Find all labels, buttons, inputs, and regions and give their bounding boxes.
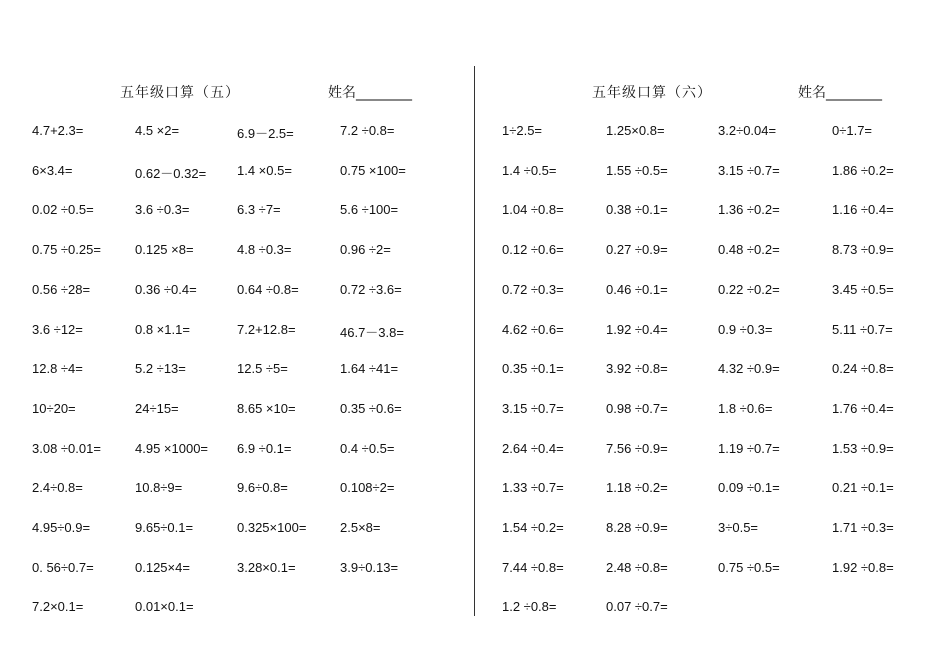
- problem-row: [475, 242, 950, 262]
- problem-item: 0.9 ÷0.3=: [718, 321, 773, 337]
- problem-item: 4.7+2.3=: [32, 123, 84, 138]
- problem-item: 0÷1.7=: [832, 123, 873, 138]
- problem-item: 0.22 ÷0.2=: [718, 281, 780, 297]
- problem-item: 3.6 ÷12=: [32, 321, 83, 337]
- problem-item: 24÷15=: [135, 400, 179, 416]
- problem-item: 1.2 ÷0.8=: [502, 599, 557, 615]
- problem-item: 1.55 ÷0.5=: [606, 162, 668, 178]
- problem-item: 0.09 ÷0.1=: [718, 480, 780, 496]
- problem-item: 1.25×0.8=: [606, 123, 665, 138]
- problem-item: 4.95÷0.9=: [32, 520, 91, 535]
- problem-item: 2.4÷0.8=: [32, 480, 83, 496]
- problem-row: [0, 282, 475, 302]
- problem-item: 9.6÷0.8=: [237, 480, 288, 496]
- problem-item: 3.6 ÷0.3=: [135, 202, 190, 218]
- problem-item: 8.28 ÷0.9=: [606, 520, 668, 535]
- problem-row: [475, 123, 950, 143]
- problem-item: 1.36 ÷0.2=: [718, 202, 780, 218]
- problem-row: [0, 560, 475, 580]
- problem-item: 0.38 ÷0.1=: [606, 202, 668, 218]
- problem-item: 5.11 ÷0.7=: [832, 321, 893, 337]
- problem-item: 6.9 ÷0.1=: [237, 440, 292, 456]
- problem-item: 0.07 ÷0.7=: [606, 599, 668, 615]
- problem-item: 1.71 ÷0.3=: [832, 520, 894, 535]
- problem-item: 0.75 ÷0.5=: [718, 559, 780, 575]
- problem-item: 0.64 ÷0.8=: [237, 281, 299, 297]
- problem-item: 0.75 ÷0.25=: [32, 242, 101, 258]
- problem-item: 0.36 ÷0.4=: [135, 281, 197, 297]
- problem-item: 5.6 ÷100=: [340, 202, 399, 218]
- problem-row: [475, 322, 950, 342]
- problem-item: 0.46 ÷0.1=: [606, 281, 668, 297]
- problem-item: 1.4 ÷0.5=: [502, 162, 557, 178]
- problem-item: 3.08 ÷0.01=: [32, 440, 101, 456]
- problem-row: [0, 163, 475, 183]
- problem-item: 0.325×100=: [237, 520, 307, 535]
- problem-row: [0, 123, 475, 143]
- problem-item: 1.54 ÷0.2=: [502, 520, 564, 535]
- problem-row: [475, 202, 950, 222]
- problem-item: 0.56 ÷28=: [32, 281, 91, 297]
- problem-item: 2.64 ÷0.4=: [502, 440, 564, 456]
- problem-item: 1.4 ×0.5=: [237, 162, 292, 178]
- problem-item: 4.32 ÷0.9=: [718, 361, 780, 377]
- problem-item: 3.9÷0.13=: [340, 559, 399, 575]
- problem-row: [475, 163, 950, 183]
- right-title: 五年级口算（六）: [592, 85, 712, 101]
- problem-item: 4.62 ÷0.6=: [502, 321, 564, 337]
- problem-item: 0.72 ÷0.3=: [502, 281, 564, 297]
- problem-row: [475, 599, 950, 619]
- problem-item: 8.65 ×10=: [237, 400, 296, 416]
- problem-row: [475, 361, 950, 381]
- problem-row: [0, 242, 475, 262]
- problem-item: 1.33 ÷0.7=: [502, 480, 564, 496]
- problem-item: 0.8 ×1.1=: [135, 321, 190, 337]
- problem-row: [0, 599, 475, 619]
- problem-item: 1.8 ÷0.6=: [718, 400, 773, 416]
- problem-item: 46.7－3.8=: [340, 324, 404, 340]
- problem-item: 0.75 ×100=: [340, 162, 406, 178]
- problem-item: 3.92 ÷0.8=: [606, 361, 668, 377]
- problem-row: [475, 401, 950, 421]
- problem-item: 10.8÷9=: [135, 480, 183, 496]
- problem-item: 3.2÷0.04=: [718, 123, 777, 138]
- problem-item: 0.21 ÷0.1=: [832, 480, 894, 496]
- problem-row: [475, 282, 950, 302]
- problem-item: 2.48 ÷0.8=: [606, 559, 668, 575]
- right-name-field: 姓名________: [798, 85, 882, 101]
- problem-item: 6×3.4=: [32, 162, 73, 178]
- problem-item: 1.92 ÷0.8=: [832, 559, 894, 575]
- problem-item: 7.2 ÷0.8=: [340, 123, 395, 138]
- problem-item: 4.95 ×1000=: [135, 440, 209, 456]
- problem-row: [0, 202, 475, 222]
- problem-row: [0, 361, 475, 381]
- problem-item: 6.9－2.5=: [237, 126, 294, 141]
- problem-item: 0.27 ÷0.9=: [606, 242, 668, 258]
- problem-item: 0.108÷2=: [340, 480, 395, 496]
- problem-row: [0, 322, 475, 342]
- problem-item: 1.92 ÷0.4=: [606, 321, 668, 337]
- problem-item: 0.98 ÷0.7=: [606, 400, 668, 416]
- problem-item: 1.86 ÷0.2=: [832, 162, 894, 178]
- problem-row: [475, 520, 950, 540]
- problem-item: 1.76 ÷0.4=: [832, 400, 894, 416]
- left-name-field: 姓名________: [328, 85, 412, 101]
- problem-row: [0, 520, 475, 540]
- problem-item: 1.04 ÷0.8=: [502, 202, 564, 218]
- problem-item: 7.2×0.1=: [32, 599, 84, 615]
- problem-item: 1.64 ÷41=: [340, 361, 399, 377]
- problem-row: [475, 480, 950, 500]
- problem-item: 12.8 ÷4=: [32, 361, 83, 377]
- problem-item: 0.01×0.1=: [135, 599, 194, 615]
- problem-item: 0.12 ÷0.6=: [502, 242, 564, 258]
- problem-row: [0, 401, 475, 421]
- problem-item: 0.96 ÷2=: [340, 242, 391, 258]
- problem-item: 0.125×4=: [135, 559, 190, 575]
- problem-item: 0.02 ÷0.5=: [32, 202, 94, 218]
- problem-item: 3.28×0.1=: [237, 559, 296, 575]
- problem-item: 3.45 ÷0.5=: [832, 281, 894, 297]
- problem-item: 7.2+12.8=: [237, 321, 296, 337]
- problem-item: 0.72 ÷3.6=: [340, 281, 402, 297]
- problem-item: 0.4 ÷0.5=: [340, 440, 395, 456]
- problem-item: 12.5 ÷5=: [237, 361, 288, 377]
- problem-row: [475, 441, 950, 461]
- problem-item: 4.5 ×2=: [135, 123, 180, 138]
- problem-item: 1.16 ÷0.4=: [832, 202, 894, 218]
- problem-item: 1÷2.5=: [502, 123, 543, 138]
- problem-item: 3.15 ÷0.7=: [502, 400, 564, 416]
- problem-item: 9.65÷0.1=: [135, 520, 194, 535]
- problem-item: 5.2 ÷13=: [135, 361, 186, 377]
- problem-item: 1.19 ÷0.7=: [718, 440, 780, 456]
- left-title: 五年级口算（五）: [120, 85, 240, 101]
- problem-item: 7.56 ÷0.9=: [606, 440, 668, 456]
- problem-item: 2.5×8=: [340, 520, 381, 535]
- problem-item: 8.73 ÷0.9=: [832, 242, 894, 258]
- problem-item: 1.18 ÷0.2=: [606, 480, 668, 496]
- problem-item: 0.35 ÷0.6=: [340, 400, 402, 416]
- problem-item: 0. 56÷0.7=: [32, 559, 94, 575]
- problem-item: 1.53 ÷0.9=: [832, 440, 894, 456]
- problem-row: [475, 560, 950, 580]
- problem-item: 0.48 ÷0.2=: [718, 242, 780, 258]
- problem-item: 3.15 ÷0.7=: [718, 162, 780, 178]
- problem-item: 4.8 ÷0.3=: [237, 242, 292, 258]
- problem-item: 10÷20=: [32, 400, 76, 416]
- problem-item: 3÷0.5=: [718, 520, 759, 535]
- right-worksheet: [475, 0, 950, 672]
- problem-row: [0, 480, 475, 500]
- problem-item: 0.125 ×8=: [135, 242, 194, 258]
- problem-item: 6.3 ÷7=: [237, 202, 281, 218]
- problem-item: 0.35 ÷0.1=: [502, 361, 564, 377]
- problem-row: [0, 441, 475, 461]
- problem-item: 7.44 ÷0.8=: [502, 559, 564, 575]
- problem-item: 0.24 ÷0.8=: [832, 361, 894, 377]
- problem-item: 0.62－0.32=: [135, 165, 207, 181]
